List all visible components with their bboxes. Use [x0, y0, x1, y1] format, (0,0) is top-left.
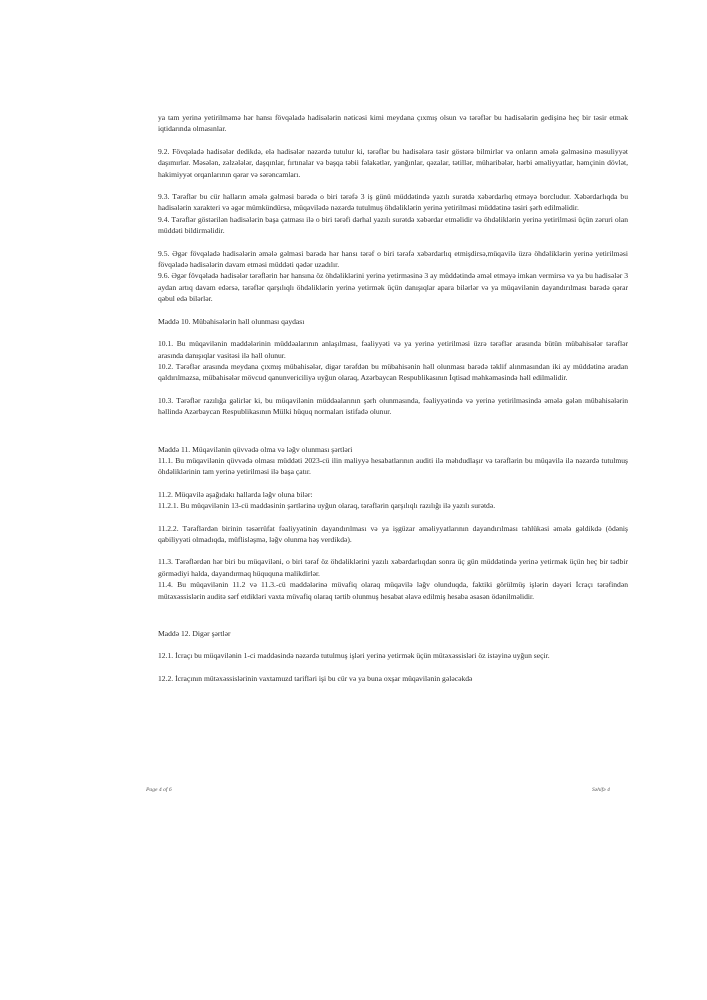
paragraph-10-3: 10.3. Tərəflər razılığa gəlirlər ki, bu müqavilənin müddəalarının şərh olunmasında, fəaliyyətində və yerinə yetirilməsində əmələ gələn mübahisələrin həllində Azərbaycan Respublikasının Mülki hüquq normaları istifadə olunur. — [158, 395, 628, 417]
paragraph-11-4: 11.4. Bu müqavilənin 11.2 və 11.3.-cü maddələrinə müvafiq olaraq müqavilə ləğv olunduqda, faktiki görülmüş işlərin dəyəri İcraçı tərəfindən mütəxəssislərin auditə sərf etdikləri vaxta müvafiq olaraq tərtib olunmuş hesabat əlavə edilmiş hesaba əsasən ödənilməlidir. — [158, 580, 628, 601]
document-body — [158, 112, 628, 684]
paragraph-12-2: 12.2. İcraçının mütəxəssislərinin vaxtamuzd tarifləri işi bu cür və ya buna oxşar müqavilənin gələcəkdə — [158, 673, 473, 683]
paragraph-11-2-1: 11.2.1. Bu müqavilənin 13-cü maddəsinin şərtlərinə uyğun olaraq, tərəflərin qarşılıqlı razılığı ilə yazılı surətdə. — [158, 501, 496, 511]
paragraph-9-2: 9.2. Fövqəladə hadisələr dedikdə, elə hadisələr nəzərdə tutulur ki, tərəflər bu hadisələrə təsir göstərə bilmirlər və onların əmələ gəlməsinə məsuliyyət daşımırlar. Məsələn, zəlzələlər, daşqınlar, fırtınalar və başqa təbii fəlakətlər, yanğınlar, qəzalar, tətillər, müharibələr, hərbi əməliyyatlar, həmçinin dövlət, hakimiyyət orqanlarının qərar və sərəncamları. — [158, 146, 628, 179]
paragraph-9-6: 9.6. Əgər fövqəladə hadisələr tərəflərin hər hansına öz öhdəliklərini yerinə yetirməsinə 3 ay müddətində əməl etməyə imkan vermirsə və ya bu hadisələr 3 aydan artıq davam edərsə, tərəflər qarşılıqlı öhdəliklərin yerinə yetirmək üçün danışıqlar apara bilərlər və ya müqavilənin dayandırılması barədə qərar qəbul edə bilərlər. — [158, 271, 628, 304]
paragraph-11-3: 11.3. Tərəflərdən hər biri bu müqaviləni, o biri tərəf öz öhdəliklərini yazılı xəbərdarlıqdan sonra üç gün müddətində yerinə yetirmək üçün heç bir tədbir görmədiyi halda, dayandırmaq hüququna malikdirlər. — [158, 557, 628, 578]
page-footer-left: Page 4 of 6 — [146, 787, 172, 793]
paragraph-10-2: 10.2. Tərəflər arasında meydana çıxmış mübahisələr, digər tərəfdən bu mübahisənin həll olunması barədə təklif alınmasından iki ay müddətinə aradan qaldırılmazsa, mübahisələr mövcud qanunvericiliyə uyğun olaraq, Azərbaycan Respublikasının İqtisad məhkəməsində həll edilməlidir. — [158, 361, 628, 383]
article-10-heading: Maddə 10. Mübahisələrin həll olunması qaydası — [158, 316, 305, 326]
paragraph-9-1-continued: ya tam yerinə yetirilməmə hər hansı fövqəladə hadisələrin nəticəsi kimi meydana çıxmış olsun və tərəflər bu hadisələrin gedişinə heç bir təsir etmək iqtidarında olmasınlar. — [158, 113, 628, 134]
page-footer-right: Səhifə 4 — [592, 787, 610, 793]
paragraph-11-1: 11.1. Bu müqavilənin qüvvədə olması müddəti 2023-cü ilin maliyyə hesabatlarının auditi ilə məhdudlaşır və tərəflərin bu müqavilə ilə nəzərdə tutulmuş öhdəliklərinin tam yerinə yetirilməsi ilə başa çatır. — [158, 455, 628, 477]
paragraph-10-1: 10.1. Bu müqavilənin maddələrinin müddəalarının anlaşılması, fəaliyyəti və ya yerinə yetirilməsi üzrə tərəflər arasında bütün mübahisələr tərəflər arasında danışıqlar vasitəsi ilə həll olunur. — [158, 339, 628, 360]
article-11-heading: Maddə 11. Müqavilənin qüvvədə olma və ləğv olunması şərtləri — [158, 444, 353, 454]
paragraph-11-2-2: 11.2.2. Tərəflərdən birinin təsərrüfat fəaliyyətinin dayandırılması və ya işgüzar əməliyyatlarının dayandırılması təhlükəsi əmələ gəldikdə (ödəniş qabiliyyəti olmadıqda, müflisləşmə, ləğv olunma həş verdikdə). — [158, 523, 628, 544]
paragraph-11-2: 11.2. Müqavilə aşağıdakı hallarda ləğv oluna bilər: — [158, 489, 313, 499]
paragraph-12-1: 12.1. İcraçı bu müqavilənin 1-ci maddəsində nəzərdə tutulmuş işləri yerinə yetirmək üçün mütəxəssisləri öz istəyinə uyğun seçir. — [158, 651, 550, 661]
paragraph-9-4: 9.4. Tərəflər göstərilən hadisələrin başa çatması ilə o biri tərəfi dərhal yazılı surətdə xəbərdar etməlidir və öhdəliklərin yerinə yetirilməsi üçün zəruri olan müddəti bildirməlidir. — [158, 214, 628, 236]
article-12-heading: Maddə 12. Digər şərtlər — [158, 629, 231, 638]
paragraph-9-5: 9.5. Əgər fövqəladə hadisələrin əmələ gəlməsi barədə hər hansı tərəf o biri tərəfə xəbərdarlıq etmişdirsə,müqavilə üzrə öhdəliklərin yerinə yetirilməsi fövqəladə hadisələrin davam etməsi müddəti qədər uzadılır. — [158, 248, 628, 270]
paragraph-9-3: 9.3. Tərəflər bu cür halların əmələ gəlməsi barədə o biri tərəfə 3 iş günü müddətində yazılı surətdə xəbərdarlıq etməyə borcludur. Xəbərdarlıqda bu hadisələrin xarakteri və əgər mümkündürsə, müqavilədə nəzərdə tutulmuş öhdəliklərin yerinə yetirilməsi müddətinə təsiri şərh edilməlidir. — [158, 192, 628, 213]
